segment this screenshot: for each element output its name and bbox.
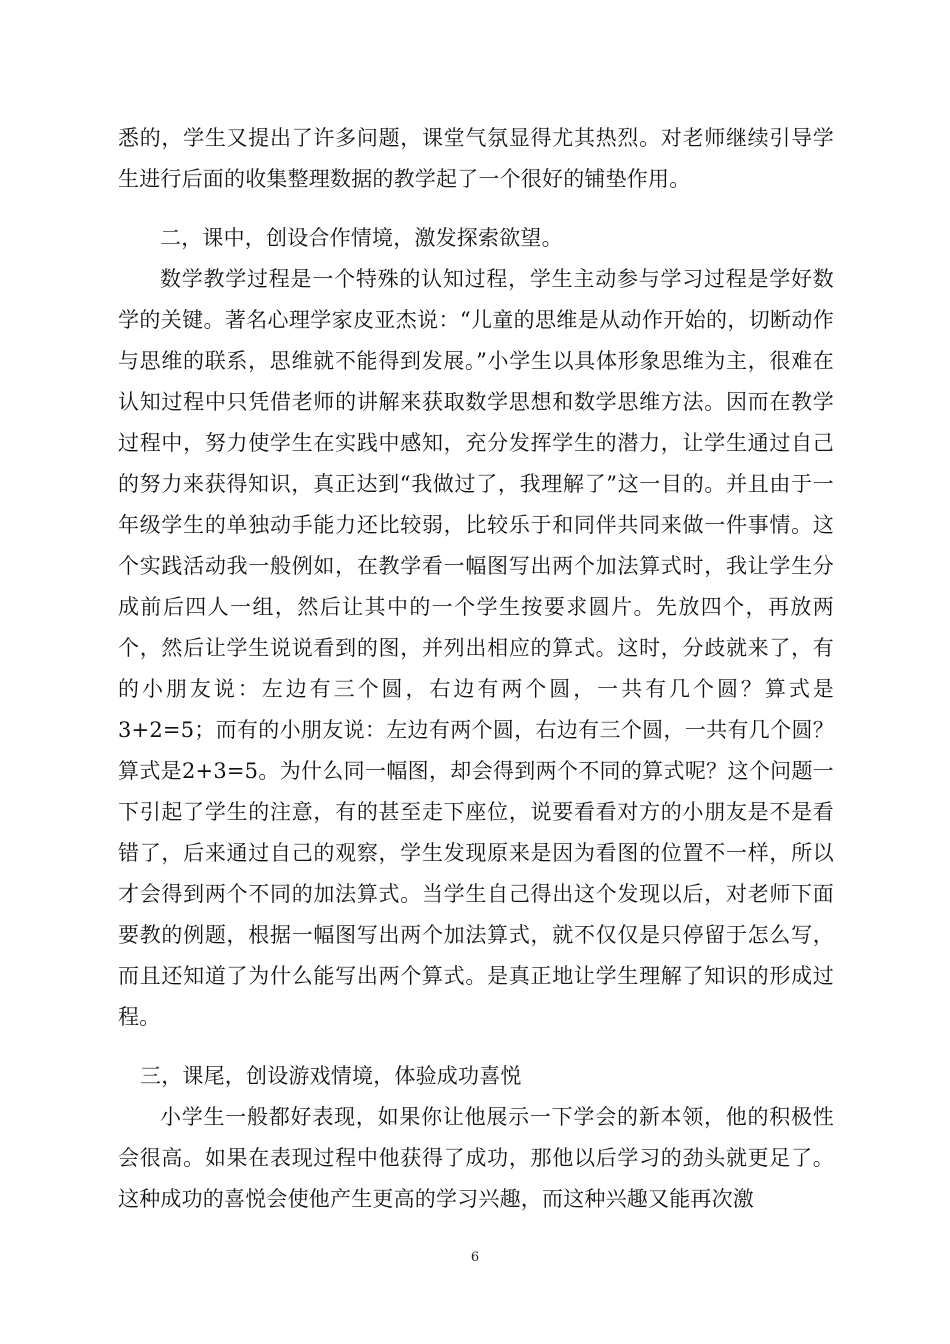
body-paragraph: 悉的，学生又提出了许多问题，课堂气氛显得尤其热烈。对老师继续引导学生进行后面的收集整理数据的教学起了一个很好的铺垫作用。 bbox=[118, 126, 834, 191]
document-page bbox=[118, 118, 834, 1220]
section-heading: 三，课尾，创设游戏情境，体验成功喜悦 bbox=[140, 1064, 522, 1088]
body-paragraph: 数学教学过程是一个特殊的认知过程，学生主动参与学习过程是学好数学的关键。著名心理学家皮亚杰说：“儿童的思维是从动作开始的，切断动作与思维的联系，思维就不能得到发展。”小学生以具体形象思维为主，很难在认知过程中只凭借老师的讲解来获取数学思想和数学思维方法。因而在教学过程中，努力使学生在实践中感知，充分发挥学生的潜力，让学生通过自己的努力来获得知识，真正达到“我做过了，我理解了”这一目的。并且由于一年级学生的单独动手能力还比较弱，比较乐于和同伴共同来做一件事情。这个实践活动我一般例如，在教学看一幅图写出两个加法算式时，我让学生分成前后四人一组，然后让其中的一个学生按要求圆片。先放四个，再放两个，然后让学生说说看到的图，并列出相应的算式。这时，分歧就来了，有的小朋友说：左边有三个圆，右边有两个圆，一共有几个圆？算式是3+2=5；而有的小朋友说：左边有两个圆，右边有三个圆，一共有几个圆？算式是2+3=5。为什么同一幅图，却会得到两个不同的算式呢？这个问题一下引起了学生的注意，有的甚至走下座位，说要看看对方的小朋友是不是看错了，后来通过自己的观察，学生发现原来是因为看图的位置不一样，所以才会得到两个不同的加法算式。当学生自己得出这个发现以后，对老师下面要教的例题，根据一幅图写出两个加法算式，就不仅仅是只停留于怎么写，而且还知道了为什么能写出两个算式。是真正地让学生理解了知识的形成过程。 bbox=[118, 267, 834, 1029]
section-heading: 二，课中，创设合作情境，激发探索欲望。 bbox=[160, 226, 563, 250]
page-number: 6 bbox=[470, 1250, 480, 1265]
body-paragraph: 小学生一般都好表现，如果你让他展示一下学会的新本领，他的积极性会很高。如果在表现过程中他获得了成功，那他以后学习的劲头就更足了。这种成功的喜悦会使他产生更高的学习兴趣，而这种兴趣又能再次激 bbox=[118, 1105, 834, 1211]
